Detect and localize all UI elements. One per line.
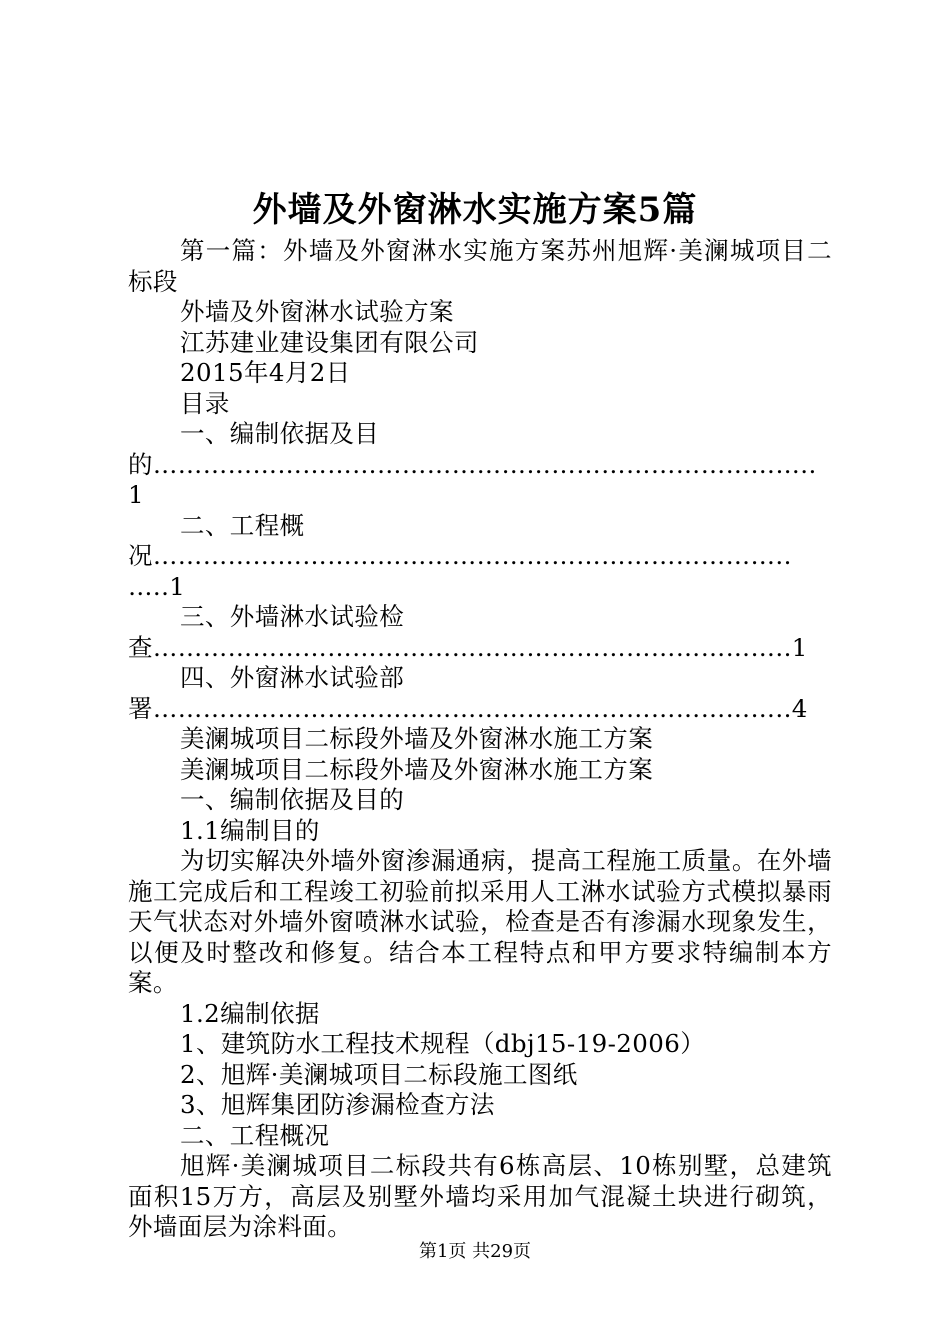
document-title: 外墙及外窗淋水实施方案5篇: [252, 190, 698, 230]
basis-item: 1、建筑防水工程技术规程（dbj15-19-2006）: [180, 1029, 706, 1058]
section-heading: 一、编制依据及目的: [180, 785, 405, 814]
toc-entry[interactable]: 二、工程概况………………………………………………………………….. …..1: [128, 510, 792, 601]
company-name: 江苏建业建设集团有限公司: [180, 327, 479, 357]
toc-heading: 目录: [180, 388, 230, 418]
document-date: 2015年4月2日: [180, 358, 351, 387]
basis-item: 3、旭辉集团防渗漏检查方法: [180, 1090, 495, 1119]
subsection-heading: 1.1编制目的: [180, 815, 320, 845]
paragraph: 旭辉·美澜城项目二标段共有6栋高层、10栋别墅，总建筑面积15万方，高层及别墅外墙均采用加气混凝土块进行砌筑，外墙面层为涂料面。: [128, 1151, 832, 1241]
paragraph: 为切实解决外墙外窗渗漏通病，提高工程施工质量。在外墙施工完成后和工程竣工初验前拟采用人工淋水试验方式模拟暴雨天气状态对外墙外窗喷淋水试验，检查是否有渗漏水现象发生，以便及时整改和修复。结合本工程特点和甲方要求特编制本方案。: [128, 846, 832, 997]
section-heading: 二、工程概况: [180, 1120, 330, 1150]
subtitle: 外墙及外窗淋水试验方案: [180, 297, 454, 326]
plan-title: 美澜城项目二标段外墙及外窗淋水施工方案: [180, 724, 654, 753]
document-body: [128, 236, 832, 1243]
page-footer: 第1页 共29页: [418, 1241, 532, 1262]
toc-entry[interactable]: 三、外墙淋水试验检查…………………………………………………………………..1: [128, 602, 808, 662]
subsection-heading: 1.2编制依据: [180, 998, 320, 1028]
header-line: 第一篇：外墙及外窗淋水实施方案苏州旭辉·美澜城项目二标段: [128, 236, 832, 296]
toc-entry[interactable]: 四、外窗淋水试验部署…………………………………………………………………..4: [128, 663, 808, 723]
basis-item: 2、旭辉·美澜城项目二标段施工图纸: [180, 1059, 578, 1089]
toc-entry[interactable]: 一、编制依据及目的……………………………………………………………………..1: [128, 419, 817, 509]
plan-title: 美澜城项目二标段外墙及外窗淋水施工方案: [180, 754, 654, 784]
